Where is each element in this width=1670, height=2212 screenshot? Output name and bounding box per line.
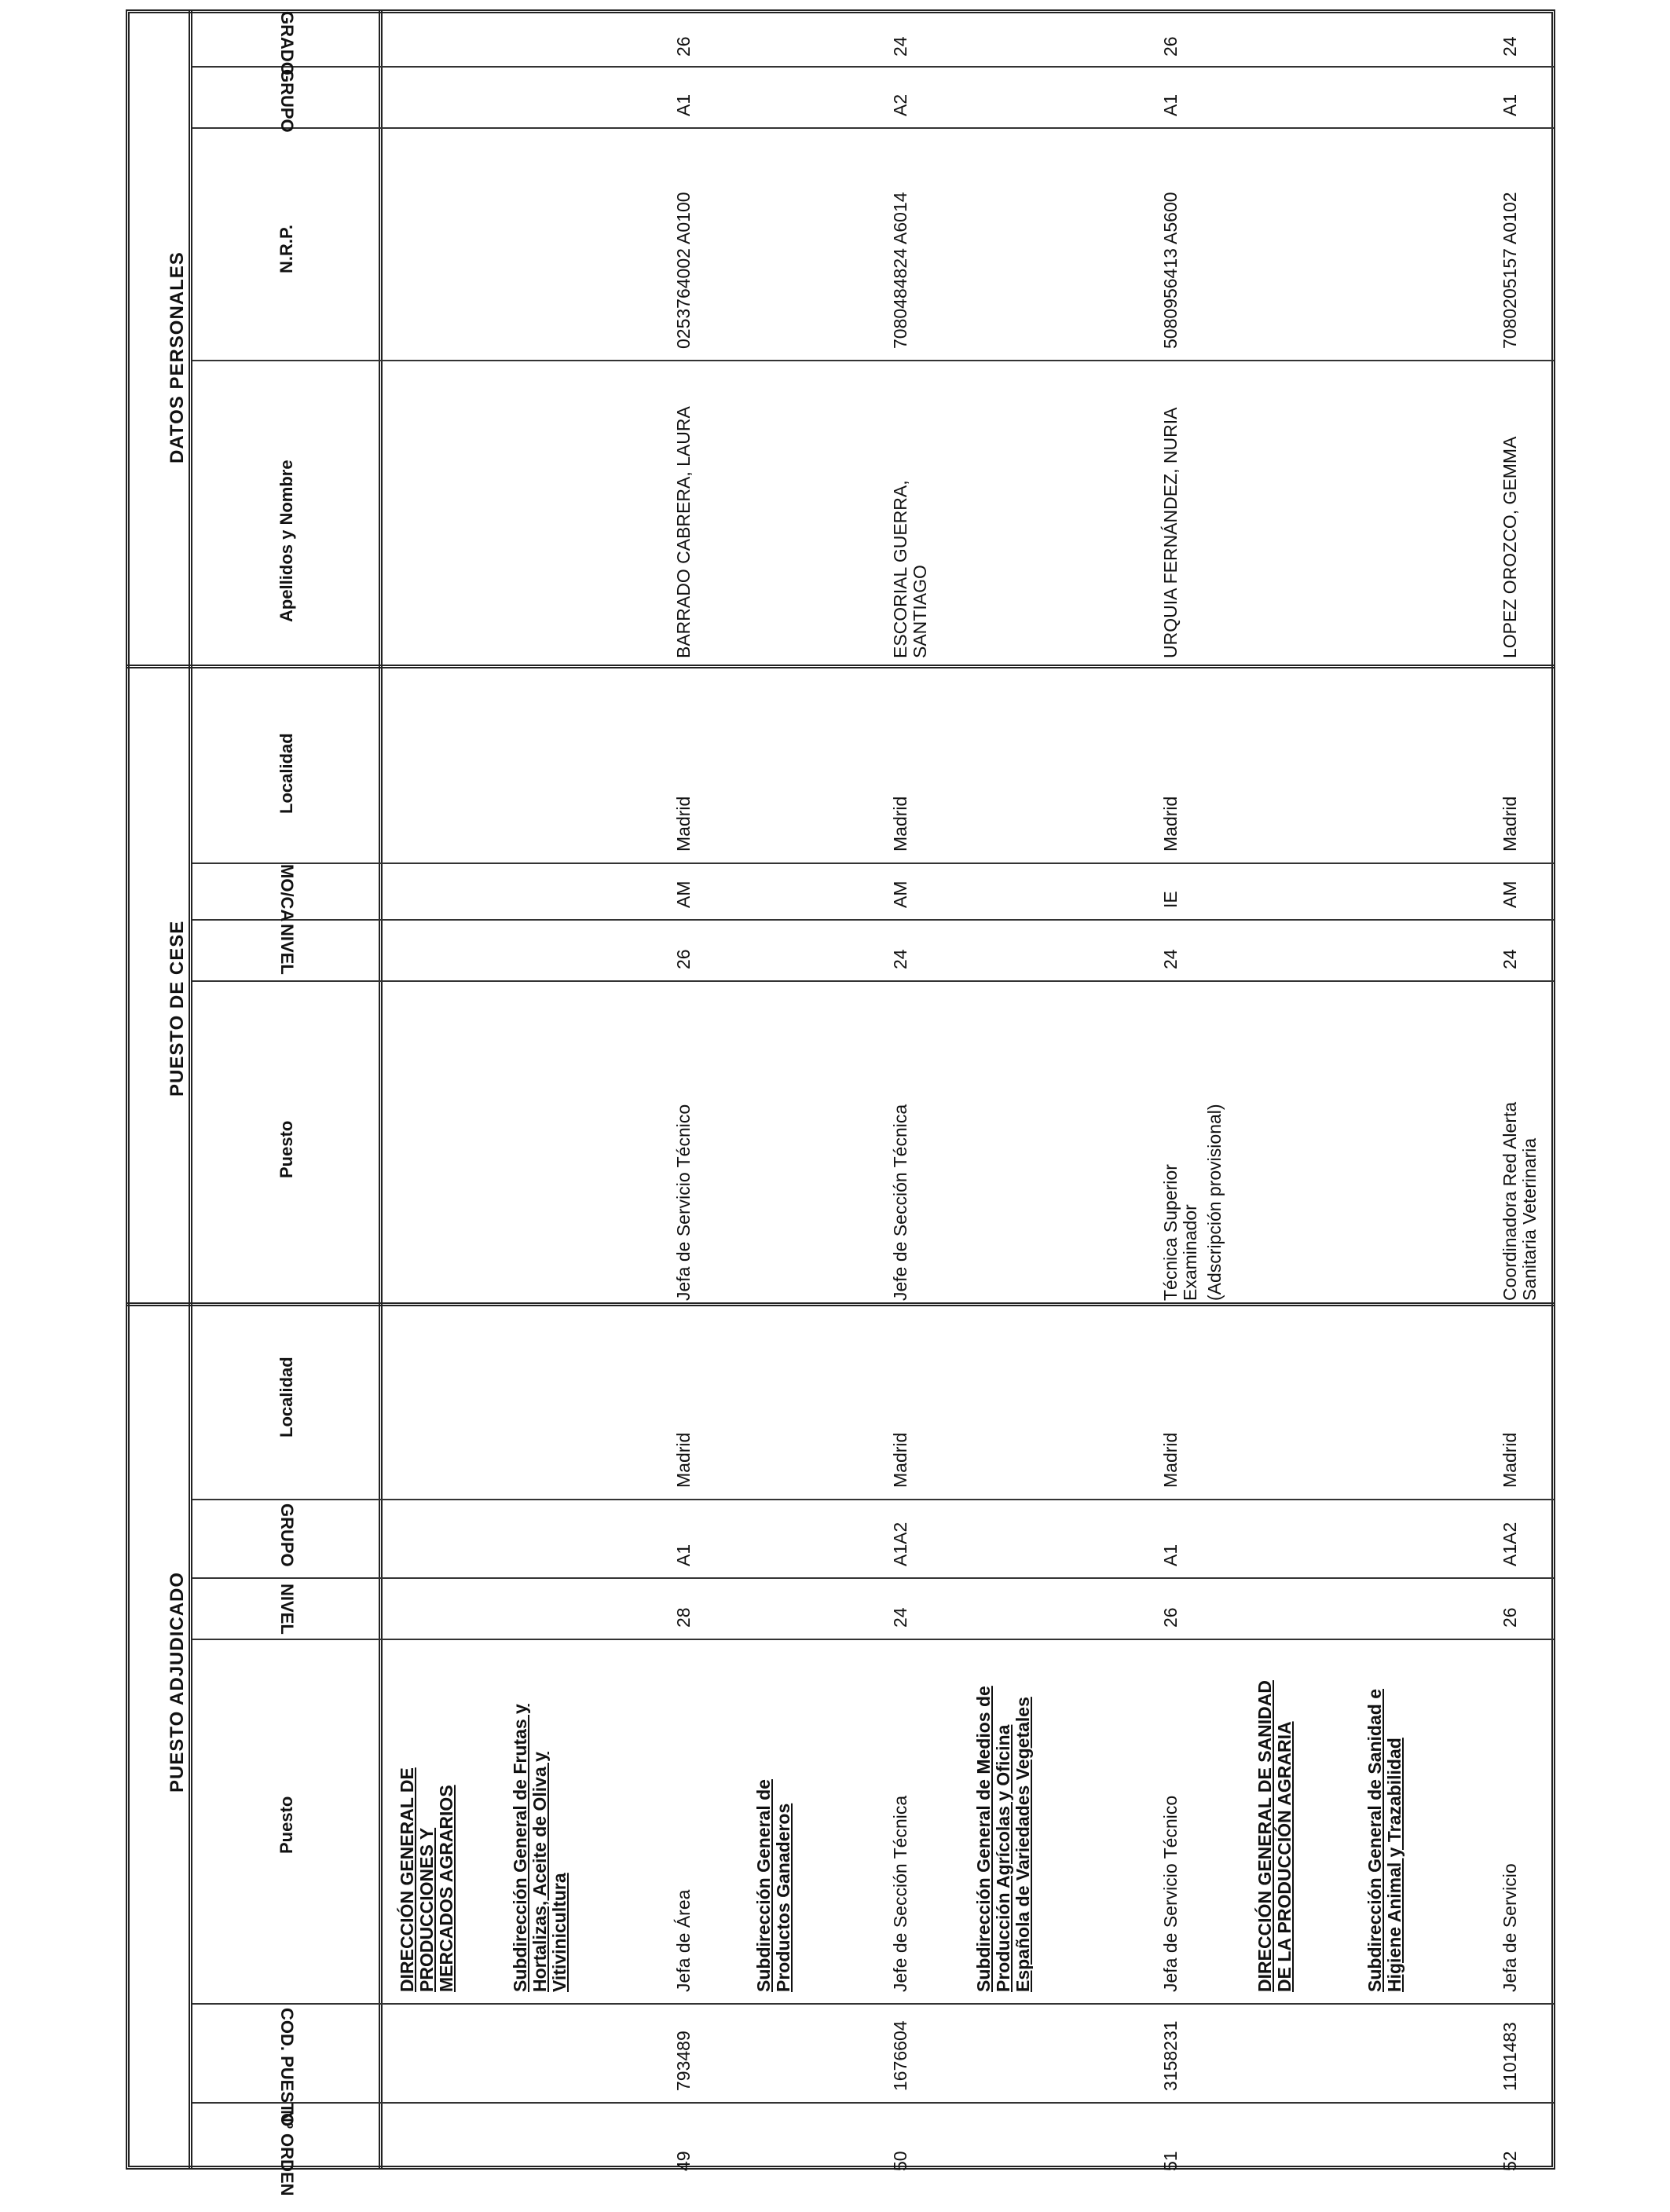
org-unit-dg-sanidad: DIRECCIÓN GENERAL DE SANIDAD DE LA PRODUCCIÓN AGRARIA: [1254, 1680, 1295, 1992]
row-cese-localidad: Madrid: [1500, 796, 1520, 851]
section-puesto-de-cese: PUESTO DE CESE: [167, 920, 188, 1097]
row-cese-localidad: Madrid: [1160, 796, 1181, 851]
row-dp-grupo: A1: [1500, 93, 1520, 116]
header-cod-puesto: COD. PUESTO: [277, 2008, 297, 2127]
row-orden: 52: [1500, 2151, 1520, 2171]
header-dp-grupo: GRUPO: [277, 69, 297, 133]
row-cese-puesto: Coordinadora Red Alerta Sanitaria Veterinaria: [1500, 1101, 1540, 1301]
row-cod-puesto: 793489: [673, 2031, 694, 2091]
row-nivel: 28: [673, 1607, 694, 1628]
row-grado: 26: [673, 36, 694, 57]
row-dp-grupo: A1: [673, 93, 694, 116]
row-dp-grupo: A1: [1160, 93, 1181, 116]
row-nombre: ESCORIAL GUERRA, SANTIAGO: [890, 480, 930, 658]
header-nrp: N.R.P.: [277, 225, 296, 273]
row-nivel: 26: [1500, 1607, 1520, 1628]
row-nombre: BARRADO CABRERA, LAURA: [673, 406, 694, 658]
row-grupo: A1: [1160, 1544, 1181, 1566]
header-puesto: Puesto: [277, 1796, 296, 1854]
row-puesto: Jefa de Área: [673, 1889, 694, 1992]
row-grado: 24: [890, 36, 910, 57]
row-cese-nivel: 24: [1500, 949, 1520, 969]
row-grupo: A1A2: [1500, 1522, 1520, 1566]
row-nrp: 7080205157 A0102: [1500, 192, 1520, 349]
row-cese-nivel: 24: [890, 949, 910, 969]
row-cese-puesto: Técnica Superior Examinador: [1160, 1164, 1200, 1301]
row-puesto: Jefe de Sección Técnica: [890, 1795, 910, 1992]
row-dp-grupo: A2: [890, 93, 910, 116]
row-cese-localidad: Madrid: [673, 796, 694, 851]
row-puesto: Jefa de Servicio: [1500, 1863, 1520, 1992]
header-apellidos: Apellidos y Nombre: [277, 460, 296, 622]
row-localidad: Madrid: [673, 1432, 694, 1488]
row-cese-nivel: 24: [1160, 949, 1181, 969]
org-unit-sg-sanidad-higiene: Subdirección General de Sanidad e Higiene Animal y Trazabilidad: [1364, 1688, 1404, 1992]
row-cese-puesto-note: (Adscripción provisional): [1204, 1104, 1225, 1301]
header-grado: GRADO: [277, 11, 297, 75]
row-localidad: Madrid: [890, 1432, 910, 1488]
section-puesto-adjudicado: PUESTO ADJUDICADO: [167, 1571, 188, 1793]
header-mo-ca: MO/CA: [277, 864, 297, 922]
row-puesto: Jefa de Servicio Técnico: [1160, 1795, 1181, 1992]
header-localidad: Localidad: [277, 1357, 296, 1437]
row-cese-localidad: Madrid: [890, 796, 910, 851]
row-cese-puesto: Jefa de Servicio Técnico: [673, 1104, 694, 1301]
row-nrp: 5080956413 A5600: [1160, 192, 1181, 349]
row-grado: 24: [1500, 36, 1520, 57]
row-nombre: LOPEZ OROZCO, GEMMA: [1500, 436, 1520, 658]
row-cod-puesto: 1676604: [890, 2020, 910, 2091]
header-grupo: GRUPO: [277, 1503, 297, 1567]
row-orden: 49: [673, 2151, 694, 2171]
row-cese-nivel: 26: [673, 949, 694, 969]
org-unit-sg-frutas: Subdirección General de Frutas y Hortalizas, Aceite de Oliva y Vitivinicultura: [510, 1704, 569, 1992]
org-unit-dg-producciones: DIRECCIÓN GENERAL DE PRODUCCIONES Y MERCADOS AGRARIOS: [397, 1767, 456, 1992]
row-nombre: URQUIA FERNÁNDEZ, NURIA: [1160, 407, 1181, 658]
row-mo-ca: AM: [1500, 881, 1520, 908]
row-cod-puesto: 1101483: [1500, 2022, 1520, 2091]
row-localidad: Madrid: [1160, 1432, 1181, 1488]
header-cese-localidad: Localidad: [277, 733, 296, 814]
rotated-content: [157, 0, 1571, 2212]
row-localidad: Madrid: [1500, 1432, 1520, 1488]
header-cese-puesto: Puesto: [277, 1120, 296, 1178]
row-orden: 51: [1160, 2151, 1181, 2171]
row-mo-ca: IE: [1160, 891, 1181, 908]
row-grupo: A1: [673, 1544, 694, 1566]
row-mo-ca: AM: [890, 881, 910, 908]
row-mo-ca: AM: [673, 881, 694, 908]
header-cese-nivel: NIVEL: [277, 924, 297, 975]
row-orden: 50: [890, 2151, 910, 2171]
header-orden: Nº ORDEN: [277, 2110, 297, 2196]
row-cod-puesto: 3158231: [1160, 2020, 1181, 2091]
row-nivel: 26: [1160, 1607, 1181, 1628]
org-unit-sg-medios: Subdirección General de Medios de Producción Agrícolas y Oficina Española de Variedades Vegetales: [973, 1686, 1033, 1992]
row-nivel: 24: [890, 1607, 910, 1628]
row-cese-puesto: Jefe de Sección Técnica: [890, 1104, 910, 1301]
row-grupo: A1A2: [890, 1522, 910, 1566]
header-nivel: NIVEL: [277, 1584, 297, 1635]
row-grado: 26: [1160, 36, 1181, 57]
row-nrp: 7080484824 A6014: [890, 192, 910, 349]
row-nrp: 0253764002 A0100: [673, 192, 694, 349]
section-datos-personales: DATOS PERSONALES: [167, 251, 188, 463]
org-unit-sg-ganaderos: Subdirección General de Productos Ganaderos: [753, 1779, 793, 1992]
